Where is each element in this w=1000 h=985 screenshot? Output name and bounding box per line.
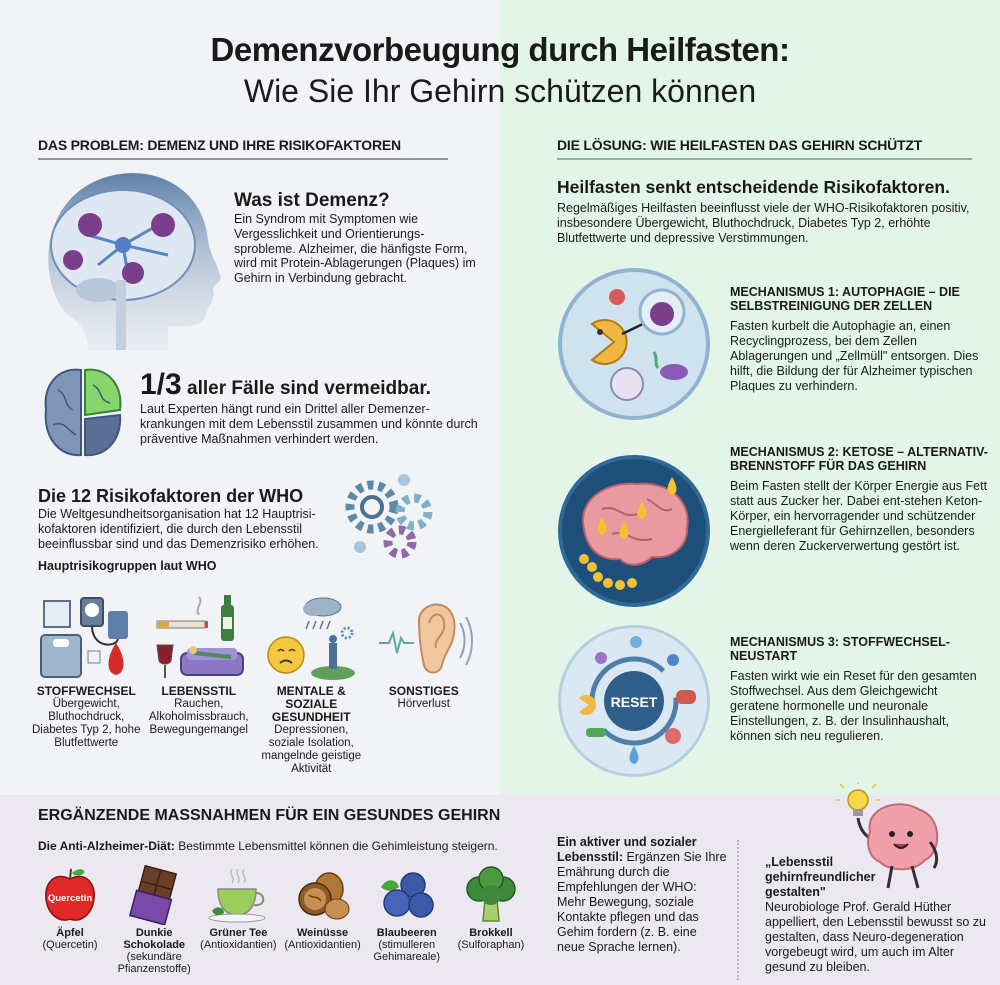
head-brain-plaques-icon [28,165,228,350]
title-line-2: Wie Sie Ihr Gehirn schützen können [243,73,757,109]
risk-group-mental [255,590,368,776]
one-third-title: aller Fälle sind vermeidbar. [181,378,431,399]
one-third-text: Laut Experten hängt rund ein Drittel aller Demenzer-krankungen mit dem Lebensstil zusammen und könnte durch präventive Maßnahmen verhindert werden. [140,402,478,446]
mechanism-title: MECHANISMUS 1: AUTOPHAGIE – DIE SELBSTREINIGUNG DER ZELLEN [730,285,960,313]
dotted-divider [737,840,739,980]
food-name: Dunkie Schokolade [123,927,186,951]
brain-one-third-icon [38,365,128,460]
mechanism-text: Beim Fasten stellt der Körper Energie aus Fett statt aus Zucker her. Dabei ent-stehen Keton-Körper, ein hervorragender und schützender Energielleferant für Gehirnzellen, besonders wenn deren Zuckerverwertung gestört ist. [730,479,988,553]
risk-group-text: Depressionen, soziale Isolation, mangelnde geistige Aktivität [261,724,362,775]
mechanism-text: Fasten kurbelt die Autophagie an, einen Recyclingprozess, bei dem Zellen Ablagerungen und „Zellmüll" entsorgen. Dies hilft, die Bildung der für Alzheimer typischen Plaques zu verhindern. [730,319,979,393]
what-is-dementia-text: Ein Syndrom mit Symptomen wie Vergesslichkeit und Orientierungs-sprobleme. Alzheimer, die hänfigste Form, wird mit Protein-Ablagerungen (Plaques) im Gehirn in Verbindung gebracht. [234,212,476,286]
active-lifestyle-block [557,835,727,955]
risk-group-title: MENTALE & SOZIALE GESUNDHEIT [271,684,351,724]
risk-group-metabolism [30,590,143,776]
food-item-chocolate [112,862,196,975]
ear-icon [368,590,481,685]
food-item-blueberry [365,862,449,975]
quote-title: „Lebensstil gehirnfreundlicher gestalten" [765,855,876,899]
apple-icon [28,862,112,927]
who-text: Die Weltgesundheitsorganisation hat 12 Hauptrisi-kofaktoren identifiziert, die durch den Lebensstil beeinflussbar sind und das Demenzrisiko erhöhen. [38,507,319,551]
apple-badge-text: Quercetin [47,892,93,904]
food-desc: (stimulleren Gehimareale) [373,939,441,963]
chocolate-icon [112,862,196,927]
mechanism-title: MECHANISMUS 3: STOFFWECHSEL-NEUSTART [730,635,950,663]
who-subheading: Hauptrisikogruppen laut WHO [38,559,217,574]
food-desc: (Quercetin) [42,939,98,951]
active-lifestyle-label: Ein aktiver und sozialer Lebensstil: [557,835,697,864]
reset-badge-text: RESET [610,694,658,710]
food-name: Grüner Tee [209,927,268,939]
food-list [28,862,533,975]
food-name: Äpfel [56,927,84,939]
gears-icon [332,472,442,562]
food-item-apple [28,862,112,975]
solution-intro-title: Heilfasten senkt entscheidende Risikofaktoren. [557,177,950,197]
food-name: Weinüsse [296,927,349,939]
risk-group-title: STOFFWECHSEL [36,684,136,698]
quote-text: Neurobiologe Prof. Gerald Hüther appelliert, den Lebensstil bewusst so zu gestalten, dass Neuro-degeneration vorgebeugt wird, um auch im Alter gesund zu bleiben. [765,900,986,974]
what-is-dementia-block [234,190,484,286]
mechanism-metabolic-reset [730,635,990,744]
lifestyle-icon [143,590,256,685]
food-desc: (Sulforaphan) [457,939,525,951]
risk-group-lifestyle [143,590,256,776]
who-risk-factors-block [38,485,338,573]
page-title [0,30,1000,112]
food-desc: (Antioxidantien) [200,939,277,951]
diet-text: Bestimmte Lebensmittel können die Gehimleistung steigern. [174,839,498,853]
metabolism-reset-icon [558,625,710,777]
metabolism-icon [30,590,143,685]
risk-group-title: SONSTIGES [388,684,459,698]
food-item-walnut [281,862,365,975]
extra-measures-heading: ERGÄNZENDE MASSNAHMEN FÜR EIN GESUNDES GEHIRN [38,807,501,824]
who-title: Die 12 Risikofaktoren der WHO [38,486,304,506]
ketosis-brain-icon [558,455,710,607]
diet-label: Die Anti-Alzheimer-Diät: [38,839,175,853]
one-third-fraction: 1/3 [140,368,182,401]
risk-groups [30,590,480,776]
food-name: Brokkell [469,927,513,939]
food-desc: (sekundäre Pfianzenstoffe) [117,951,191,975]
title-line-1: Demenzvorbeugung durch Heilfasten: [210,31,790,68]
one-third-block [140,368,480,446]
what-is-dementia-title: Was ist Demenz? [234,190,390,211]
risk-group-other [368,590,481,776]
risk-group-text: Übergewicht, Bluthochdruck, Diabetes Typ 2, hohe Blutfettwerte [32,698,141,749]
solution-heading: DIE LÖSUNG: WIE HEILFASTEN DAS GEHIRN SCHÜTZT [557,137,972,160]
food-name: Blaubeeren [376,927,437,939]
active-lifestyle-text: Ergänzen Sie Ihre Emährung durch die Empfehlungen der WHO: Mehr Bewegung, soziale Kontakte pflegen und das Gehim fordern (z. B. eine neue Sprache lernen). [557,850,727,954]
diet-line [38,839,498,853]
food-item-broccoli [449,862,533,975]
autophagy-cell-icon [558,268,710,420]
mechanism-autophagy [730,285,990,394]
mental-health-icon [255,590,368,685]
risk-group-text: Hörverlust [397,698,450,710]
broccoli-icon [449,862,533,927]
quote-block [765,855,995,975]
risk-group-title: LEBENSSTIL [161,684,237,698]
mechanism-title: MECHANISMUS 2: KETOSE – ALTERNATIV-BRENNSTOFF FÜR DAS GEHIRN [730,445,988,473]
problem-heading: DAS PROBLEM: DEMENZ UND IHRE RISIKOFAKTOREN [38,137,448,160]
food-item-green-tea [196,862,280,975]
risk-group-text: Rauchen, Alkoholmissbrauch, Bewegungemangel [148,698,249,736]
mechanism-ketosis [730,445,990,554]
solution-intro-text: Regelmäßiges Heilfasten beeinflusst viele der WHO-Risikofaktoren positiv, insbesondere Übergewicht, Bluthochdruck, Diabetes Typ 2, erhöhte Blutfettwerte und depressive Verstimmungen. [557,201,970,245]
walnut-icon [281,862,365,927]
mechanism-text: Fasten wirkt wie ein Reset für den gesamten Stoffwechsel. Aus dem Gleichgewicht geratene hormonelle und neuronale Einstellungen, z. B. der Insulinhaushalt, können sich neu regulieren. [730,669,977,743]
blueberry-icon [365,862,449,927]
solution-intro [557,176,977,245]
green-tea-icon [196,862,280,927]
food-desc: (Antioxidantien) [284,939,361,951]
